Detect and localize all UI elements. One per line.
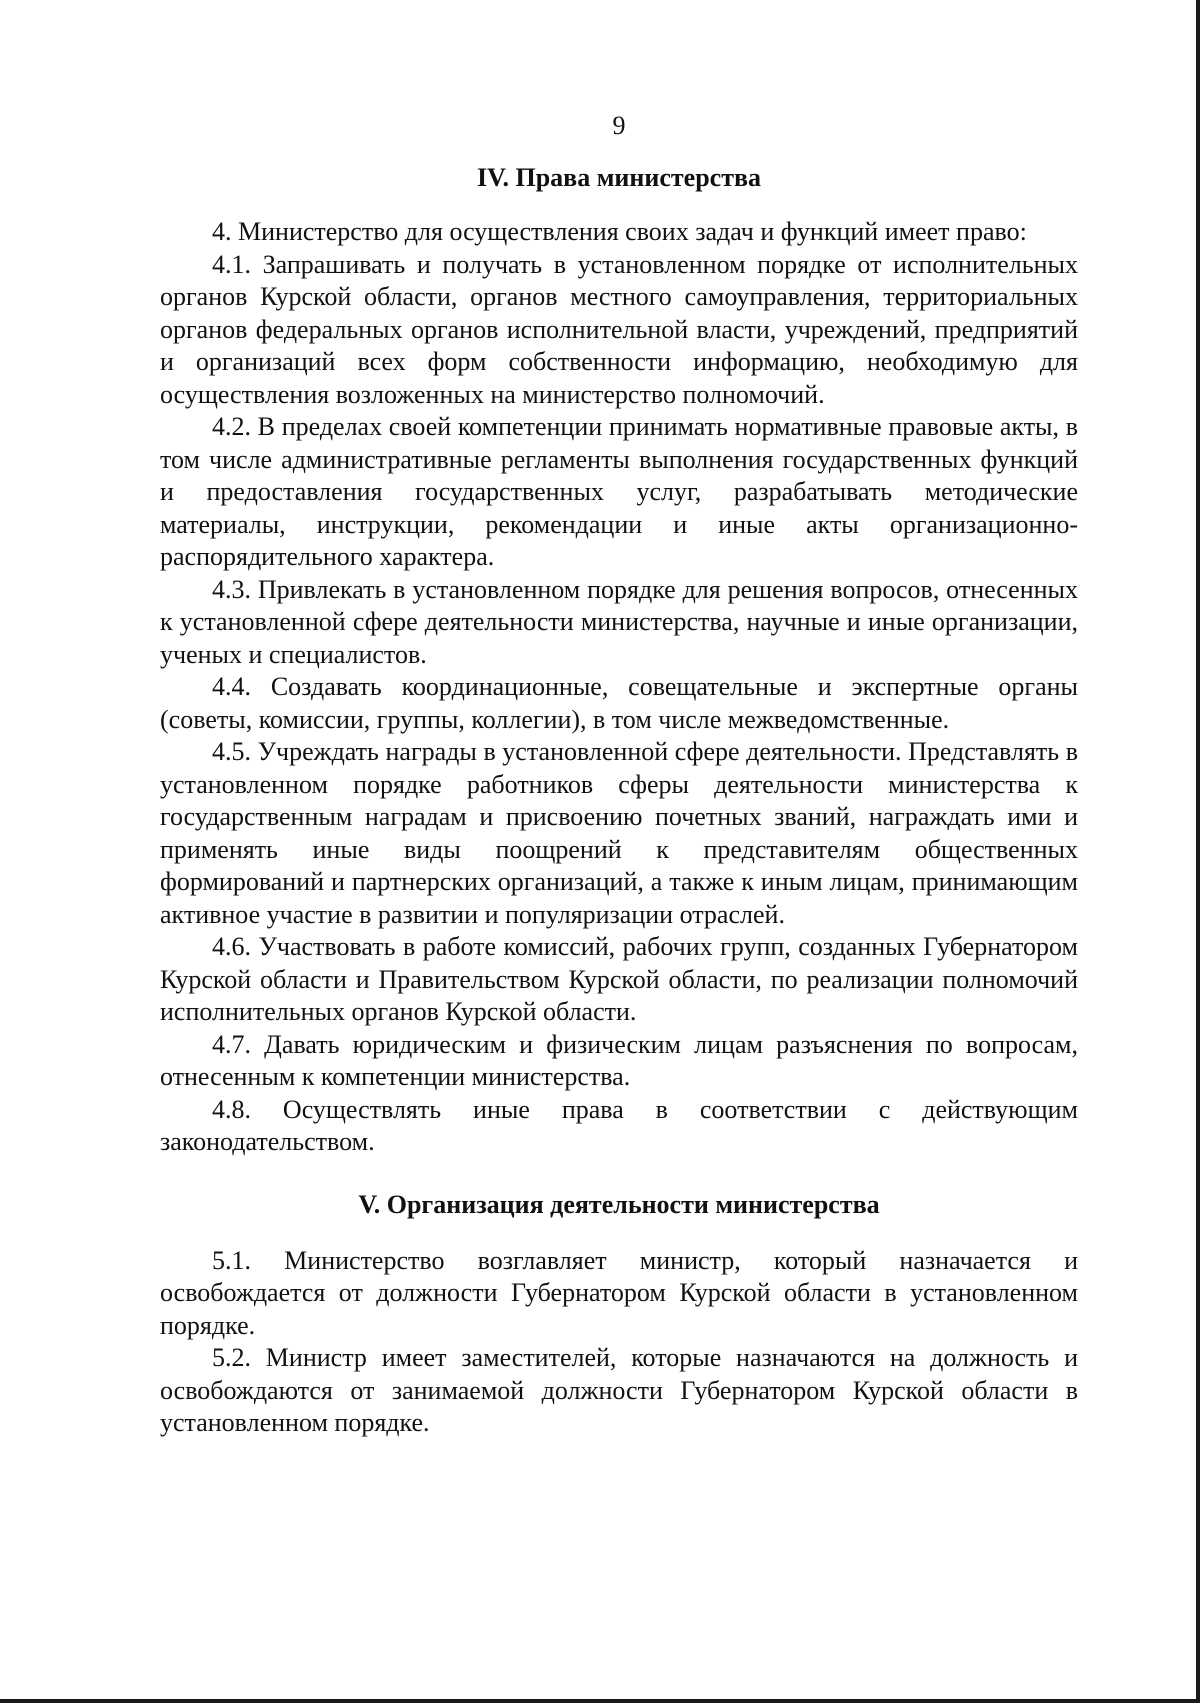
paragraph-5-2: 5.2. Министр имеет заместителей, которые назначаются на должность и освобождаются от занимаемой должности Губернатором Курской области в установленном порядке.	[160, 1343, 1078, 1437]
section-5-heading: V. Организация деятельности министерства	[358, 1189, 880, 1219]
page-content	[160, 110, 1078, 1440]
paragraph-5-1: 5.1. Министерство возглавляет министр, который назначается и освобождается от должности Губернатором Курской области в установленном порядке.	[160, 1245, 1078, 1340]
paragraph-4-8: 4.8. Осуществлять иные права в соответствии с действующим законодательством.	[160, 1094, 1078, 1156]
paragraph-4-1: 4.1. Запрашивать и получать в установленном порядке от исполнительных органов Курской области, органов местного самоуправления, территориальных органов федеральных органов исполнительной власти, учреждений, предприятий и организаций всех форм собственности информацию, необходимую для осуществления возложенных на министерство полномочий.	[160, 249, 1078, 409]
scan-edge-bottom	[0, 1699, 1200, 1703]
scan-edge-right	[1196, 0, 1200, 1703]
page-number: 9	[612, 111, 626, 140]
paragraph-4-6: 4.6. Участвовать в работе комиссий, рабочих групп, созданных Губернатором Курской области и Правительством Курской области, по реализации полномочий исполнительных органов Курской области.	[160, 932, 1078, 1026]
paragraph-4-7: 4.7. Давать юридическим и физическим лицам разъяснения по вопросам, отнесенным к компетенции министерства.	[160, 1029, 1078, 1091]
paragraph-4-4: 4.4. Создавать координационные, совещательные и экспертные органы (советы, комиссии, группы, коллегии), в том числе межведомственные.	[160, 672, 1078, 734]
paragraph-4-2: 4.2. В пределах своей компетенции принимать нормативные правовые акты, в том числе административные регламенты выполнения государственных функций и предоставления государственных услуг, разрабатывать методические материалы, инструкции, рекомендации и иные акты организационно-распорядительного характера.	[160, 412, 1078, 571]
paragraph-4: 4. Министерство для осуществления своих задач и функций имеет право:	[212, 217, 1027, 246]
section-4-heading: IV. Права министерства	[476, 163, 762, 192]
paragraph-4-3: 4.3. Привлекать в установленном порядке для решения вопросов, отнесенных к установленной сфере деятельности министерства, научные и иные организации, ученых и специалистов.	[160, 574, 1078, 669]
paragraph-4-5: 4.5. Учреждать награды в установленной сфере деятельности. Представлять в установленном порядке работников сферы деятельности министерства к государственным наградам и присвоению почетных званий, награждать ими и применять иные виды поощрений к представителям общественных формирований и партнерских организаций, а также к иным лицам, принимающим активное участие в развитии и популяризации отраслей.	[160, 737, 1078, 929]
